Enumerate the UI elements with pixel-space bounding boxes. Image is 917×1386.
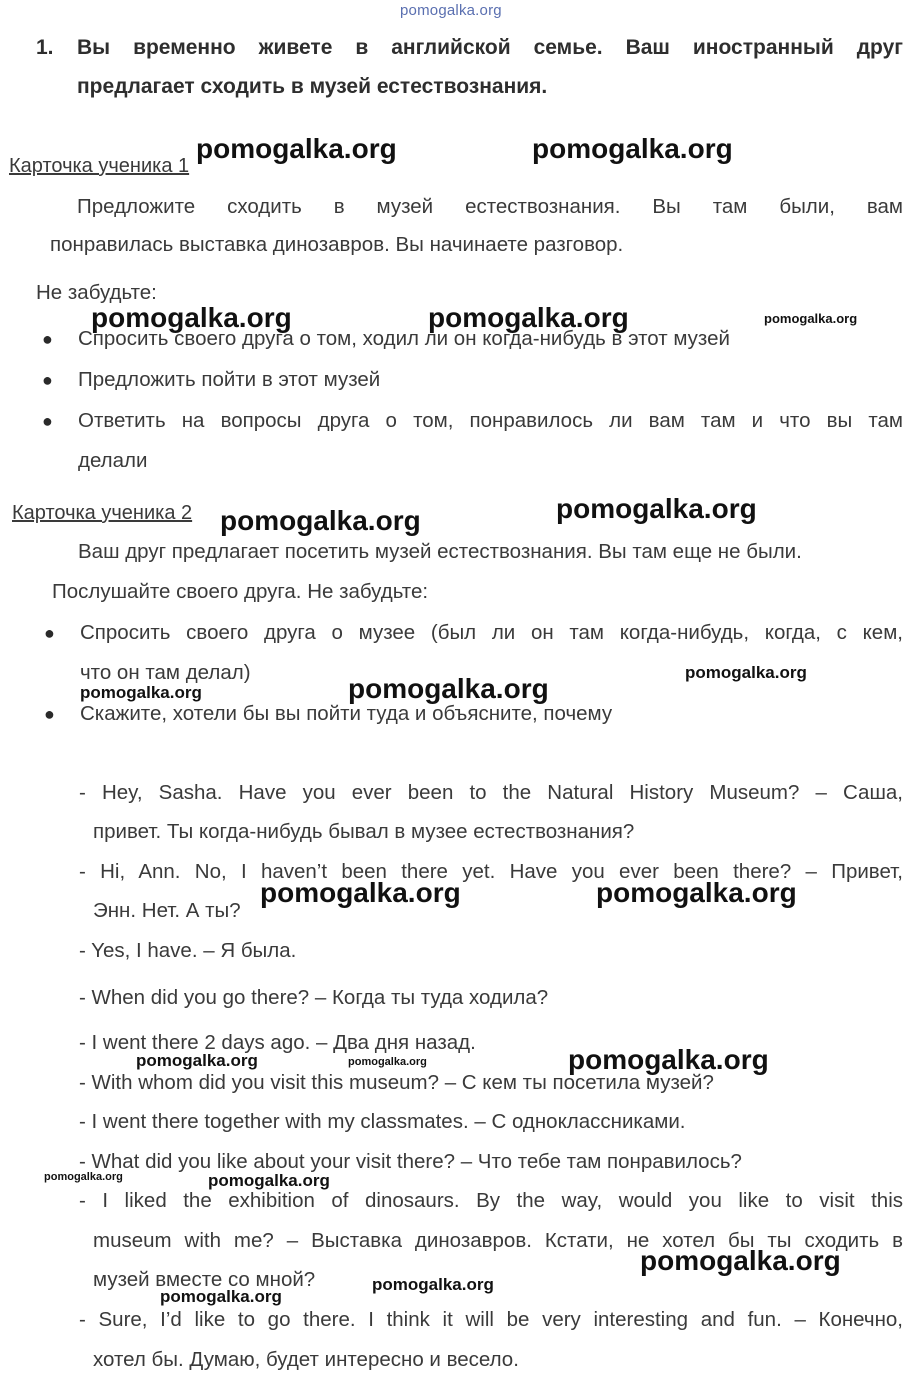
task-text-line-1: Вы временно живете в английской семье. Ваш иностранный друг: [77, 36, 903, 59]
watermark: pomogalka.org: [568, 1044, 769, 1075]
watermark: pomogalka.org: [348, 673, 549, 704]
dialogue-line: - I went there together with my classmates. – С одноклассниками.: [79, 1110, 686, 1133]
bullet-icon: ●: [44, 704, 55, 724]
dialogue-line: привет. Ты когда-нибудь бывал в музее естествознания?: [93, 820, 635, 843]
dialogue-line: - With whom did you visit this museum? – С кем ты посетила музей?: [79, 1071, 714, 1094]
card2-item-1: Спросить своего друга о музее (был ли он там когда-нибудь, когда, с кем,: [80, 621, 903, 644]
dialogue-line: - Hey, Sasha. Have you ever been to the Natural History Museum? – Саша,: [79, 781, 903, 804]
dialogue-line: хотел бы. Думаю, будет интересно и весело.: [93, 1348, 519, 1371]
dialogue-line: - I liked the exhibition of dinosaurs. By the way, would you like to visit this: [79, 1189, 903, 1212]
dialogue-line: - Sure, I’d like to go there. I think it will be very interesting and fun. – Конечно,: [79, 1308, 903, 1331]
card1-item-3: Ответить на вопросы друга о том, понравилось ли вам там и что вы там: [78, 409, 903, 432]
bullet-icon: ●: [44, 623, 55, 643]
watermark: pomogalka.org: [348, 1056, 427, 1068]
dialogue-line: - When did you go there? – Когда ты туда ходила?: [79, 986, 549, 1009]
watermark: pomogalka.org: [428, 302, 629, 333]
card2-title: Карточка ученика 2: [12, 502, 193, 524]
watermark: pomogalka.org: [260, 877, 461, 908]
dialogue-line: - I went there 2 days ago. – Два дня назад.: [79, 1031, 476, 1054]
watermark: pomogalka.org: [160, 1287, 282, 1306]
watermark: pomogalka.org: [596, 877, 797, 908]
dialogue-line: Энн. Нет. А ты?: [93, 899, 241, 922]
watermark: pomogalka.org: [91, 302, 292, 333]
watermark: pomogalka.org: [44, 1171, 123, 1183]
bullet-icon: ●: [42, 370, 53, 390]
dialogue-line: museum with me? – Выставка динозавров. Кстати, не хотел бы ты сходить в: [93, 1229, 903, 1252]
card1-item-1: Спросить своего друга о том, ходил ли он когда-нибудь в этот музей: [78, 327, 730, 350]
watermark: pomogalka.org: [208, 1171, 330, 1190]
card1-intro-line-2: понравилась выставка динозавров. Вы начинаете разговор.: [50, 233, 624, 256]
watermark: pomogalka.org: [532, 133, 733, 164]
watermark: pomogalka.org: [556, 493, 757, 524]
watermark: pomogalka.org: [685, 663, 807, 682]
watermark: pomogalka.org: [640, 1245, 841, 1276]
bullet-icon: ●: [42, 411, 53, 431]
watermark: pomogalka.org: [372, 1275, 494, 1294]
watermark: pomogalka.org: [136, 1051, 258, 1070]
dialogue-line: - What did you like about your visit there? – Что тебе там понравилось?: [79, 1150, 742, 1173]
card2-item-1-cont: что он там делал): [80, 661, 251, 684]
watermark: pomogalka.org: [220, 505, 421, 536]
card2-intro-line-1: Ваш друг предлагает посетить музей естествознания. Вы там еще не были.: [78, 540, 802, 563]
bullet-icon: ●: [42, 329, 53, 349]
card1-item-3-cont: делали: [78, 449, 148, 472]
card1-title: Карточка ученика 1: [9, 155, 190, 177]
card1-intro-line-1: Предложите сходить в музей естествознания. Вы там были, вам: [77, 195, 903, 218]
watermark: pomogalka.org: [80, 683, 202, 702]
header-watermark: pomogalka.org: [400, 2, 502, 19]
card1-item-2: Предложить пойти в этот музей: [78, 368, 381, 391]
watermark: pomogalka.org: [196, 133, 397, 164]
card1-reminder: Не забудьте:: [36, 281, 157, 304]
dialogue-line: музей вместе со мной?: [93, 1268, 316, 1291]
dialogue-line: - Hi, Ann. No, I haven’t been there yet. Have you ever been there? – Привет,: [79, 860, 903, 883]
card2-intro-line-2: Послушайте своего друга. Не забудьте:: [52, 580, 429, 603]
task-number: 1.: [36, 36, 54, 59]
card2-item-2: Скажите, хотели бы вы пойти туда и объясните, почему: [80, 702, 613, 725]
task-text-line-2: предлагает сходить в музей естествознания.: [77, 75, 548, 98]
dialogue-line: - Yes, I have. – Я была.: [79, 939, 297, 962]
watermark: pomogalka.org: [764, 311, 858, 326]
